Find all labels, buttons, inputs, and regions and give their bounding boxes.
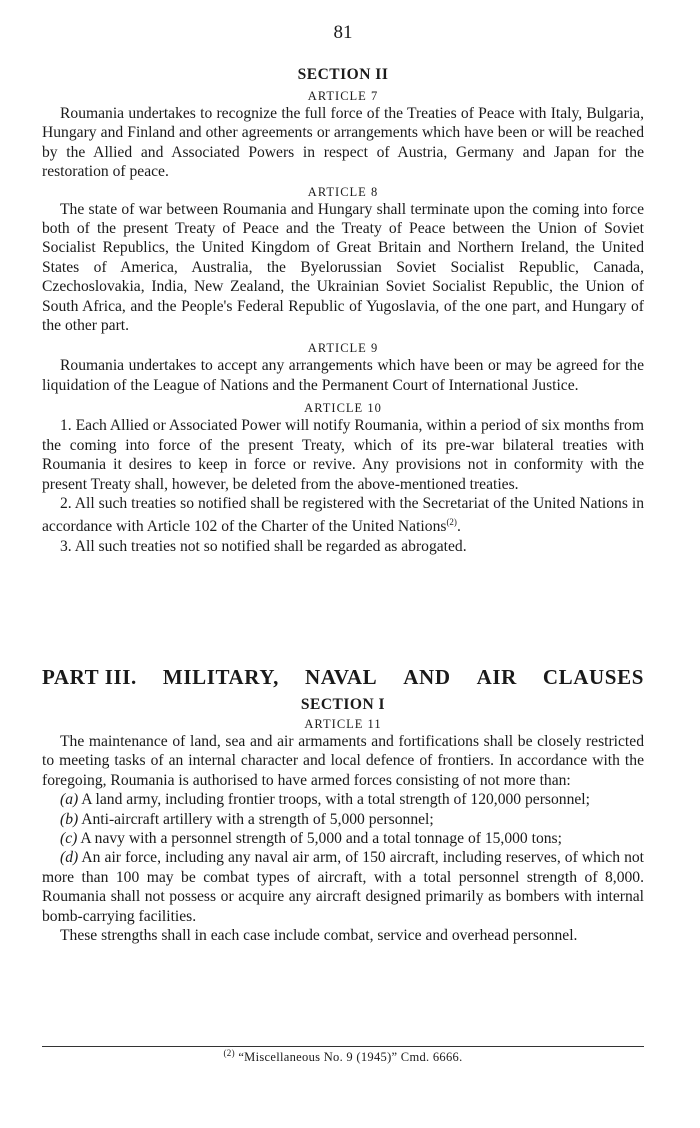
item-b-label: (b) <box>60 810 79 828</box>
article-11-heading: ARTICLE 11 <box>304 717 382 731</box>
footnote-text <box>42 1048 644 1065</box>
footnote-ref: (2) <box>446 517 457 528</box>
article-11-item-d <box>42 848 644 926</box>
section-ii-heading: SECTION II <box>297 66 389 83</box>
item-d-text: An air force, including any naval air arm, of 150 aircraft, including reserves, of which not more than 100 may be combat types of aircraft, with a total personnel strength of 8,000. Roumania shall not possess or acquire any aircraft designed primarily as bombers with internal bomb-carrying facilities. <box>42 849 644 925</box>
part-iii-word-5: AIR <box>476 665 517 689</box>
part-iii-word-4: AND <box>403 665 451 689</box>
article-9-text: Roumania undertakes to accept any arrangements which have been or may be agreed for the liquidation of the League of Nations and the Permanent Court of International Justice. <box>42 357 644 394</box>
article-10-para-1: 1. Each Allied or Associated Power will notify Roumania, within a period of six months from the coming into force of the present Treaty, which of its pre-war bilateral treaties with Roumania it desires to keep in force or revive. Any provisions not in conformity with the present Treaty shall, however, be deleted from the above-mentioned treaties. <box>42 417 644 493</box>
article-11-item-c <box>42 829 644 848</box>
section-i-heading: SECTION I <box>300 696 386 713</box>
footnote-body: “Miscellaneous No. 9 (1945)” Cmd. 6666. <box>234 1050 463 1065</box>
item-b-text: Anti-aircraft artillery with a strength of 5,000 personnel; <box>78 810 434 828</box>
footnote-rule <box>42 1046 644 1047</box>
article-10-para-2-text: 2. All such treaties so notified shall be registered with the Secretariat of the United Nations in accordance with Article 102 of the Charter of the United Nations <box>42 494 644 536</box>
section-ii-block <box>42 66 644 556</box>
part-iii-word-2: MILITARY, <box>162 665 280 689</box>
article-7-heading: ARTICLE 7 <box>307 89 379 103</box>
article-11-closing: These strengths shall in each case include combat, service and overhead personnel. <box>60 927 578 945</box>
item-a-text: A land army, including frontier troops, with a total strength of 120,000 personnel; <box>78 791 590 809</box>
article-10-para-3: 3. All such treaties not so notified shall be regarded as abrogated. <box>60 537 467 555</box>
article-11-item-a <box>42 790 644 809</box>
part-iii-heading <box>42 665 644 690</box>
footnote <box>42 1046 644 1065</box>
article-7-text: Roumania undertakes to recognize the full force of the Treaties of Peace with Italy, Bulgaria, Hungary and Finland and other agreements or arrangements which have been or will be reached by the Allied and Associated Powers in respect of Austria, Germany and Japan for the restoration of peace. <box>42 105 644 181</box>
article-8-heading: ARTICLE 8 <box>307 184 379 199</box>
part-iii-word-3: NAVAL <box>305 665 378 689</box>
footnote-marker: (2) <box>223 1048 235 1058</box>
page-number: 81 <box>333 22 353 43</box>
article-8-text: The state of war between Roumania and Hungary shall terminate upon the coming into force both of the present Treaty of Peace and the Treaty of Peace between the Union of Soviet Socialist Republics, the United Kingdom of Great Britain and Northern Ireland, the United States of America, Australia, the Byelorussian Soviet Socialist Republic, Canada, Czechoslovakia, India, New Zealand, the Ukrainian Soviet Socialist Republic, the Union of South Africa, and the People's Federal Republic of Yugoslavia, of the one part, and Hungary of the other part. <box>42 200 644 335</box>
part-iii-word-1: PART III. <box>42 665 137 689</box>
article-10-heading: ARTICLE 10 <box>304 401 382 416</box>
item-a-label: (a) <box>60 791 79 809</box>
article-11-item-b <box>42 810 644 829</box>
article-10-para-2-end: . <box>456 518 461 536</box>
part-iii-word-6: CLAUSES <box>542 665 644 689</box>
item-d-label: (d) <box>60 849 79 867</box>
article-9-heading: ARTICLE 9 <box>307 341 379 356</box>
section-i-block <box>42 696 644 945</box>
item-c-label: (c) <box>60 830 78 848</box>
article-11-intro: The maintenance of land, sea and air armaments and fortifications shall be closely restricted to meeting tasks of an internal character and local defence of frontiers. In accordance with the foregoing, Roumania is authorised to have armed forces consisting of not more than: <box>42 733 644 789</box>
article-10-para-2 <box>42 494 644 537</box>
item-c-text: A navy with a personnel strength of 5,000 and a total tonnage of 15,000 tons; <box>77 830 562 848</box>
